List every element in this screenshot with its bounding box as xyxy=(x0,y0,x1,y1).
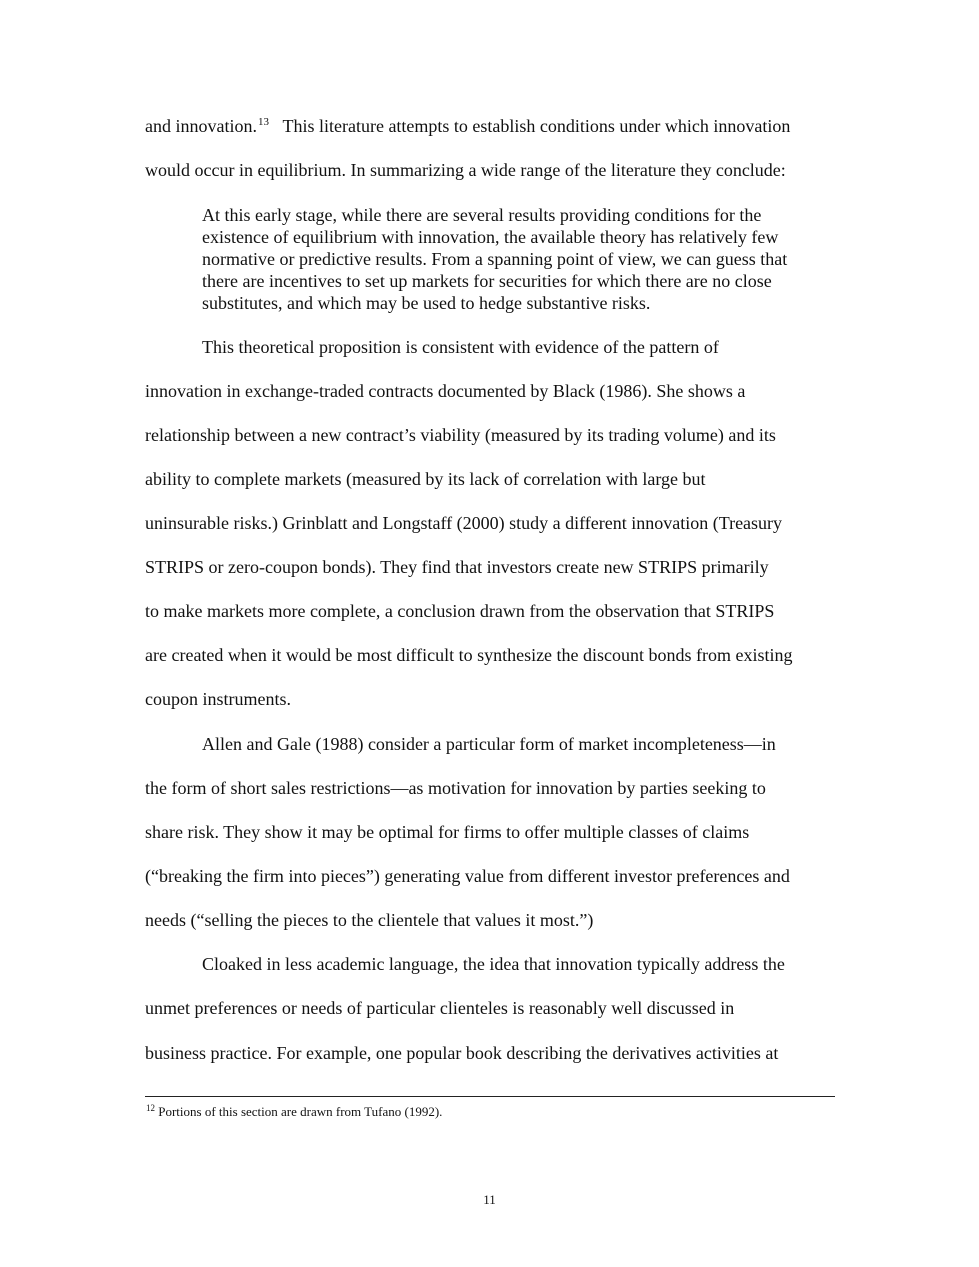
body-line: relationship between a new contract’s viability (measured by its trading volume) and its xyxy=(145,425,776,445)
body-line: coupon instruments. xyxy=(145,689,291,709)
body-line: innovation in exchange-traded contracts documented by Black (1986). She shows a xyxy=(145,381,746,401)
footnote-marker: 12 xyxy=(146,1103,155,1113)
body-line: ability to complete markets (measured by its lack of correlation with large but xyxy=(145,469,706,489)
footnote-marker: 13 xyxy=(257,116,269,128)
body-line: needs (“selling the pieces to the clientele that values it most.”) xyxy=(145,910,594,930)
page-number: 11 xyxy=(483,1192,496,1207)
body-line: and innovation.$^{13}$ This literature attempts to establish conditions under which innovation xyxy=(145,116,791,136)
footnote-text: Portions of this section are drawn from Tufano (1992). xyxy=(158,1104,443,1119)
body-line: Cloaked in less academic language, the idea that innovation typically address the xyxy=(202,954,785,974)
block-quote-line: normative or predictive results. From a spanning point of view, we can guess that xyxy=(202,249,788,269)
body-line: share risk. They show it may be optimal for firms to offer multiple classes of claims xyxy=(145,822,750,842)
footnote-divider xyxy=(145,1096,835,1097)
block-quote-line: substitutes, and which may be used to hedge substantive risks. xyxy=(202,293,651,313)
body-line: (“breaking the firm into pieces”) generating value from different investor preferences and xyxy=(145,866,790,886)
block-quote-line: existence of equilibrium with innovation, the available theory has relatively few xyxy=(202,227,779,247)
body-line: uninsurable risks.) Grinblatt and Longstaff (2000) study a different innovation (Treasury xyxy=(145,513,783,533)
body-line: the form of short sales restrictions—as motivation for innovation by parties seeking to xyxy=(145,778,766,798)
body-line: to make markets more complete, a conclusion drawn from the observation that STRIPS xyxy=(145,601,775,621)
body-line: would occur in equilibrium. In summarizing a wide range of the literature they conclude: xyxy=(145,160,786,180)
body-line: Allen and Gale (1988) consider a particular form of market incompleteness—in xyxy=(202,734,776,754)
block-quote-line: At this early stage, while there are several results providing conditions for the xyxy=(202,205,762,225)
block-quote-line: there are incentives to set up markets for securities for which there are no close xyxy=(202,271,772,291)
body-line: are created when it would be most difficult to synthesize the discount bonds from existing xyxy=(145,645,793,665)
footnote xyxy=(145,1104,442,1121)
body-line: unmet preferences or needs of particular clienteles is reasonably well discussed in xyxy=(145,998,735,1018)
body-line: business practice. For example, one popular book describing the derivatives activities at xyxy=(145,1043,779,1063)
body-line: STRIPS or zero-coupon bonds). They find that investors create new STRIPS primarily xyxy=(145,557,769,577)
body-line: This theoretical proposition is consistent with evidence of the pattern of xyxy=(202,337,719,357)
